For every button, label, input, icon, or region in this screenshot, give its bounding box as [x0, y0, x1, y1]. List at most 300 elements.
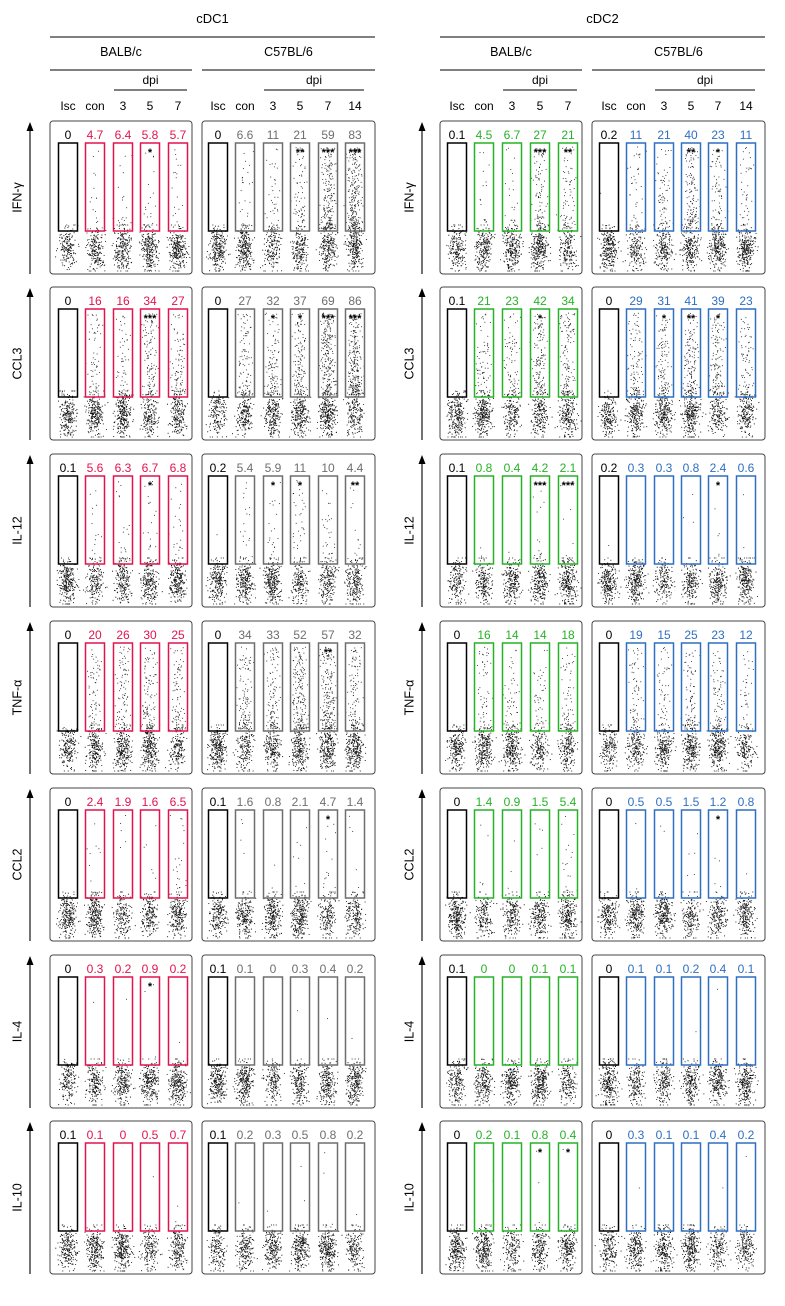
dot	[303, 247, 304, 248]
dot	[96, 268, 97, 269]
dot	[353, 236, 354, 237]
dot	[131, 222, 132, 223]
dot	[149, 227, 150, 228]
dot	[115, 252, 116, 253]
dot	[243, 249, 244, 250]
dot	[356, 175, 357, 176]
dot	[143, 241, 144, 242]
dot	[175, 268, 176, 269]
dot	[463, 241, 464, 242]
dot	[359, 164, 360, 165]
dot	[150, 213, 151, 214]
dot	[345, 244, 346, 245]
dot	[275, 262, 276, 263]
dot	[239, 251, 240, 252]
dot	[72, 263, 73, 264]
dot	[324, 159, 325, 160]
dot	[305, 238, 306, 239]
dot	[127, 249, 128, 250]
dot	[236, 247, 237, 248]
dot	[150, 262, 151, 263]
dot	[271, 200, 272, 201]
dot	[176, 245, 177, 246]
dot	[323, 247, 324, 248]
dot	[176, 250, 177, 251]
dot	[87, 240, 88, 241]
dot	[361, 174, 362, 175]
dot	[279, 257, 280, 258]
dot	[355, 159, 356, 160]
dot	[145, 153, 146, 154]
dot	[330, 174, 331, 175]
dot	[356, 240, 357, 241]
dot	[352, 220, 353, 221]
dot	[329, 254, 330, 255]
dot	[223, 227, 224, 228]
strain-label: BALB/c	[100, 45, 142, 59]
dot	[67, 241, 68, 242]
dot	[266, 255, 267, 256]
dot	[354, 235, 355, 236]
dot	[244, 225, 245, 226]
dot	[248, 254, 249, 255]
dot	[70, 246, 71, 247]
dot	[358, 173, 359, 174]
dot	[180, 242, 181, 243]
dot	[173, 248, 174, 249]
dot	[126, 261, 127, 262]
dot	[142, 239, 143, 240]
dot	[352, 190, 353, 191]
dot	[144, 259, 145, 260]
dot	[179, 237, 180, 238]
dot	[276, 252, 277, 253]
dot	[76, 261, 77, 262]
dot	[272, 190, 273, 191]
dot	[354, 163, 355, 164]
dot	[177, 197, 178, 198]
y-axis-arrow-icon	[27, 122, 34, 131]
dot	[329, 235, 330, 236]
dot	[267, 250, 268, 251]
dot	[153, 264, 154, 265]
dot	[301, 164, 302, 165]
dot	[352, 176, 353, 177]
dot	[326, 216, 327, 217]
dot	[353, 225, 354, 226]
dot	[126, 245, 127, 246]
dot	[246, 247, 247, 248]
dot	[70, 251, 71, 252]
dot	[250, 256, 251, 257]
significance-stars: **	[564, 147, 573, 159]
dot	[326, 229, 327, 230]
dot	[174, 149, 175, 150]
dot	[359, 209, 360, 210]
dot	[307, 265, 308, 266]
dot	[352, 219, 353, 220]
dot	[359, 170, 360, 171]
dot	[270, 238, 271, 239]
dot	[329, 191, 330, 192]
dot	[345, 242, 346, 243]
dot	[146, 248, 147, 249]
dot	[223, 261, 224, 262]
dot	[330, 234, 331, 235]
dot	[147, 238, 148, 239]
dot	[355, 167, 356, 168]
dot	[324, 261, 325, 262]
dot	[73, 245, 74, 246]
dot	[87, 253, 88, 254]
dot	[276, 243, 277, 244]
dot	[279, 190, 280, 191]
dot	[350, 243, 351, 244]
dot	[152, 236, 153, 237]
dot	[353, 234, 354, 235]
dot	[158, 242, 159, 243]
dot	[299, 211, 300, 212]
dot	[249, 183, 250, 184]
row-label: IFN-γ	[402, 181, 416, 212]
dot	[361, 243, 362, 244]
dot	[333, 265, 334, 266]
dot	[148, 233, 149, 234]
dot	[277, 149, 278, 150]
dot	[321, 253, 322, 254]
dot	[181, 257, 182, 258]
dot	[66, 250, 67, 251]
dot	[244, 238, 245, 239]
dot	[211, 238, 212, 239]
dot	[150, 243, 151, 244]
dot	[325, 268, 326, 269]
dot	[275, 254, 276, 255]
dot	[221, 259, 222, 260]
gate-box	[59, 143, 78, 231]
dot	[68, 250, 69, 251]
dot	[151, 250, 152, 251]
dot	[363, 233, 364, 234]
dot	[62, 244, 63, 245]
dot	[121, 238, 122, 239]
dot	[185, 249, 186, 250]
dot	[331, 162, 332, 163]
significance-stars: ***	[534, 147, 548, 159]
dot	[357, 188, 358, 189]
dot	[118, 253, 119, 254]
dot	[69, 234, 70, 235]
percent-label: 0.1	[449, 128, 466, 142]
dot	[241, 240, 242, 241]
dot	[217, 252, 218, 253]
dot	[221, 240, 222, 241]
dot	[157, 247, 158, 248]
dot	[246, 232, 247, 233]
dot	[180, 236, 181, 237]
dpi-label: dpi	[532, 73, 548, 87]
dot	[351, 182, 352, 183]
dot	[357, 203, 358, 204]
dot	[247, 248, 248, 249]
dot	[248, 237, 249, 238]
dot	[150, 251, 151, 252]
column-label: 7	[175, 99, 182, 113]
dot	[277, 168, 278, 169]
dot	[248, 228, 249, 229]
dot	[331, 217, 332, 218]
dot	[323, 174, 324, 175]
dot	[362, 266, 363, 267]
dot	[176, 241, 177, 242]
dot	[331, 215, 332, 216]
dot	[359, 238, 360, 239]
dot	[142, 227, 143, 228]
dot	[347, 213, 348, 214]
dot	[155, 249, 156, 250]
dot	[215, 253, 216, 254]
dot	[324, 248, 325, 249]
dot	[57, 248, 58, 249]
dot	[350, 249, 351, 250]
dot	[145, 256, 146, 257]
dot	[119, 267, 120, 268]
dot	[96, 218, 97, 219]
dot	[141, 249, 142, 250]
dot	[103, 261, 104, 262]
dot	[173, 241, 174, 242]
dot	[152, 237, 153, 238]
dot	[357, 178, 358, 179]
dot	[238, 262, 239, 263]
dot	[93, 256, 94, 257]
dot	[176, 242, 177, 243]
dot	[328, 233, 329, 234]
dot	[241, 190, 242, 191]
dot	[302, 254, 303, 255]
dot	[219, 259, 220, 260]
dot	[217, 236, 218, 237]
dot	[269, 246, 270, 247]
dot	[243, 168, 244, 169]
dot	[328, 202, 329, 203]
dot	[294, 241, 295, 242]
dot	[301, 210, 302, 211]
dot	[358, 259, 359, 260]
dot	[363, 206, 364, 207]
dot	[174, 242, 175, 243]
dot	[240, 253, 241, 254]
dot	[294, 256, 295, 257]
dot	[100, 263, 101, 264]
dot	[303, 207, 304, 208]
dot	[147, 258, 148, 259]
dot	[178, 268, 179, 269]
dot	[334, 239, 335, 240]
dot	[171, 240, 172, 241]
dot	[330, 264, 331, 265]
dot	[180, 267, 181, 268]
dot	[185, 243, 186, 244]
dot	[127, 264, 128, 265]
dot	[335, 203, 336, 204]
dot	[180, 254, 181, 255]
dot	[90, 228, 91, 229]
dot	[242, 258, 243, 259]
dot	[268, 257, 269, 258]
dot	[275, 247, 276, 248]
dot	[360, 248, 361, 249]
dot	[145, 250, 146, 251]
dot	[122, 224, 123, 225]
dot	[143, 234, 144, 235]
dot	[330, 211, 331, 212]
dot	[118, 251, 119, 252]
dot	[329, 259, 330, 260]
dot	[123, 256, 124, 257]
dot	[316, 249, 317, 250]
dot	[349, 202, 350, 203]
dot	[238, 250, 239, 251]
dot	[95, 258, 96, 259]
dot	[350, 202, 351, 203]
dot	[62, 262, 63, 263]
dot	[354, 200, 355, 201]
dot	[355, 176, 356, 177]
dot	[213, 248, 214, 249]
dot	[304, 245, 305, 246]
dot	[322, 164, 323, 165]
dot	[304, 220, 305, 221]
dot	[331, 187, 332, 188]
dot	[300, 165, 301, 166]
dot	[327, 214, 328, 215]
dot	[170, 237, 171, 238]
dot	[293, 246, 294, 247]
dot	[175, 270, 176, 271]
dot	[99, 258, 100, 259]
dot	[153, 250, 154, 251]
dot	[327, 174, 328, 175]
dot	[168, 239, 169, 240]
dot	[281, 270, 282, 271]
dot	[245, 260, 246, 261]
dot	[216, 232, 217, 233]
dot	[330, 189, 331, 190]
dot	[246, 233, 247, 234]
dot	[128, 237, 129, 238]
dot	[151, 244, 152, 245]
dot	[362, 197, 363, 198]
dot	[120, 232, 121, 233]
dot	[248, 260, 249, 261]
dot	[68, 234, 69, 235]
dot	[63, 235, 64, 236]
dot	[358, 205, 359, 206]
dot	[350, 218, 351, 219]
dot	[296, 255, 297, 256]
dot	[357, 252, 358, 253]
dot	[242, 180, 243, 181]
dot	[299, 258, 300, 259]
dot	[327, 207, 328, 208]
dot	[325, 179, 326, 180]
dot	[328, 205, 329, 206]
dot	[70, 233, 71, 234]
dot	[154, 254, 155, 255]
percent-label: 4.5	[476, 128, 493, 142]
dot	[301, 176, 302, 177]
dot	[215, 263, 216, 264]
dot	[94, 255, 95, 256]
column-label: 14	[348, 99, 362, 113]
dot	[244, 270, 245, 271]
dot	[188, 246, 189, 247]
dot	[351, 197, 352, 198]
dot	[59, 240, 60, 241]
dot	[245, 225, 246, 226]
dot	[146, 254, 147, 255]
dot	[300, 266, 301, 267]
dot	[184, 254, 185, 255]
dot	[67, 237, 68, 238]
dot	[247, 172, 248, 173]
dot	[118, 257, 119, 258]
dot	[126, 247, 127, 248]
dot	[127, 254, 128, 255]
dot	[94, 263, 95, 264]
dot	[279, 253, 280, 254]
dot	[245, 161, 246, 162]
dot	[325, 245, 326, 246]
dot	[274, 240, 275, 241]
dot	[239, 260, 240, 261]
dot	[171, 255, 172, 256]
dot	[264, 254, 265, 255]
dot	[322, 172, 323, 173]
dot	[296, 256, 297, 257]
dot	[101, 237, 102, 238]
dot	[226, 250, 227, 251]
dot	[183, 262, 184, 263]
dot	[178, 235, 179, 236]
dot	[348, 177, 349, 178]
dot	[361, 263, 362, 264]
dot	[296, 242, 297, 243]
dot	[330, 169, 331, 170]
dot	[146, 263, 147, 264]
dot	[234, 238, 235, 239]
percent-label: 83	[348, 128, 362, 142]
dot	[178, 251, 179, 252]
dot	[352, 202, 353, 203]
dot	[151, 224, 152, 225]
dot	[78, 246, 79, 247]
dot	[361, 200, 362, 201]
dot	[167, 237, 168, 238]
dot	[155, 270, 156, 271]
dot	[123, 238, 124, 239]
dot	[361, 235, 362, 236]
dot	[330, 198, 331, 199]
dot	[175, 234, 176, 235]
dot	[62, 255, 63, 256]
dot	[63, 249, 64, 250]
dot	[149, 251, 150, 252]
dot	[126, 207, 127, 208]
dot	[118, 233, 119, 234]
dot	[248, 234, 249, 235]
